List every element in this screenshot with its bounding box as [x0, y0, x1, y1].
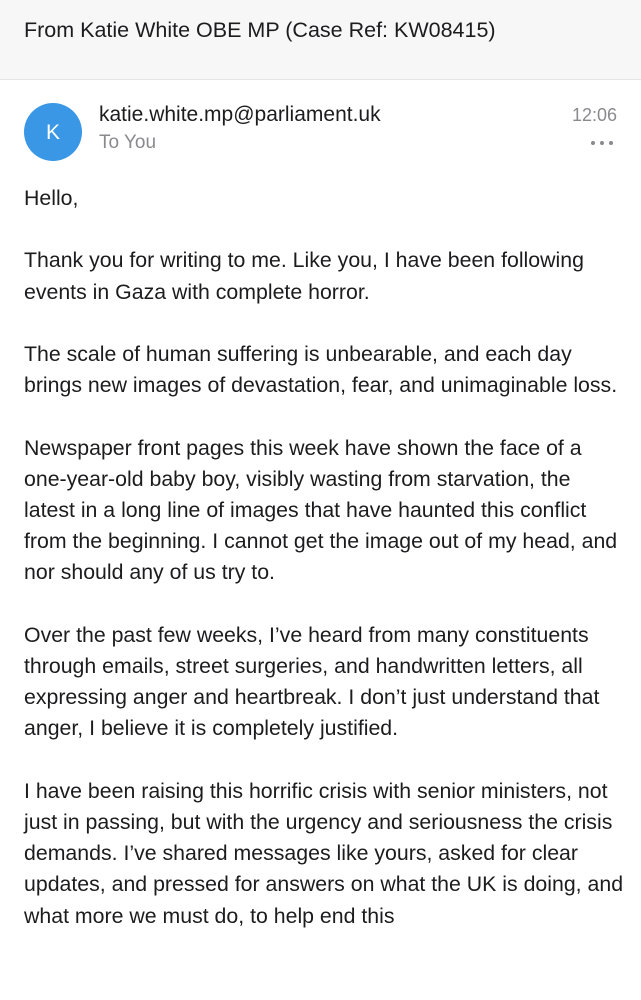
recipient-line[interactable]: To You [99, 132, 157, 153]
body-paragraph: Thank you for writing to me. Like you, I have been following events in Gaza with complete horror. [24, 248, 584, 304]
email-subject: From Katie White OBE MP (Case Ref: KW08415) [24, 18, 496, 42]
avatar-initial: K [45, 120, 60, 144]
ellipsis-icon[interactable] [591, 136, 613, 150]
body-paragraph: Hello, [24, 186, 79, 210]
subject-bar [0, 0, 641, 80]
sender-avatar[interactable] [24, 103, 82, 161]
body-paragraph: Over the past few weeks, I’ve heard from many constituents through emails, street surgeries, and handwritten letters, all expressing anger and heartbreak. I don’t just understand that anger, I believe it is completely justified. [24, 622, 600, 741]
message-body [24, 183, 624, 963]
body-paragraph: The scale of human suffering is unbearable, and each day brings new images of devastation, fear, and unimaginable loss. [24, 341, 618, 398]
sender-email[interactable]: katie.white.mp@parliament.uk [99, 103, 381, 126]
dot [600, 141, 604, 145]
body-paragraph: Newspaper front pages this week have shown the face of a one-year-old baby boy, visibly wasting from starvation, the latest in a long line of images that have haunted this conflict from the beginning. I cannot get the image out of my head, and nor should any of us try to. [24, 435, 618, 585]
dot [591, 141, 595, 145]
dot [609, 141, 613, 145]
body-paragraph: I have been raising this horrific crisis with senior ministers, not just in passing, but with the urgency and seriousness the crisis demands. I’ve shared messages like yours, asked for clear updates, and pressed for answers on what the UK is doing, and what more we must do, to help end this [24, 778, 624, 928]
message-timestamp: 12:06 [571, 105, 617, 125]
